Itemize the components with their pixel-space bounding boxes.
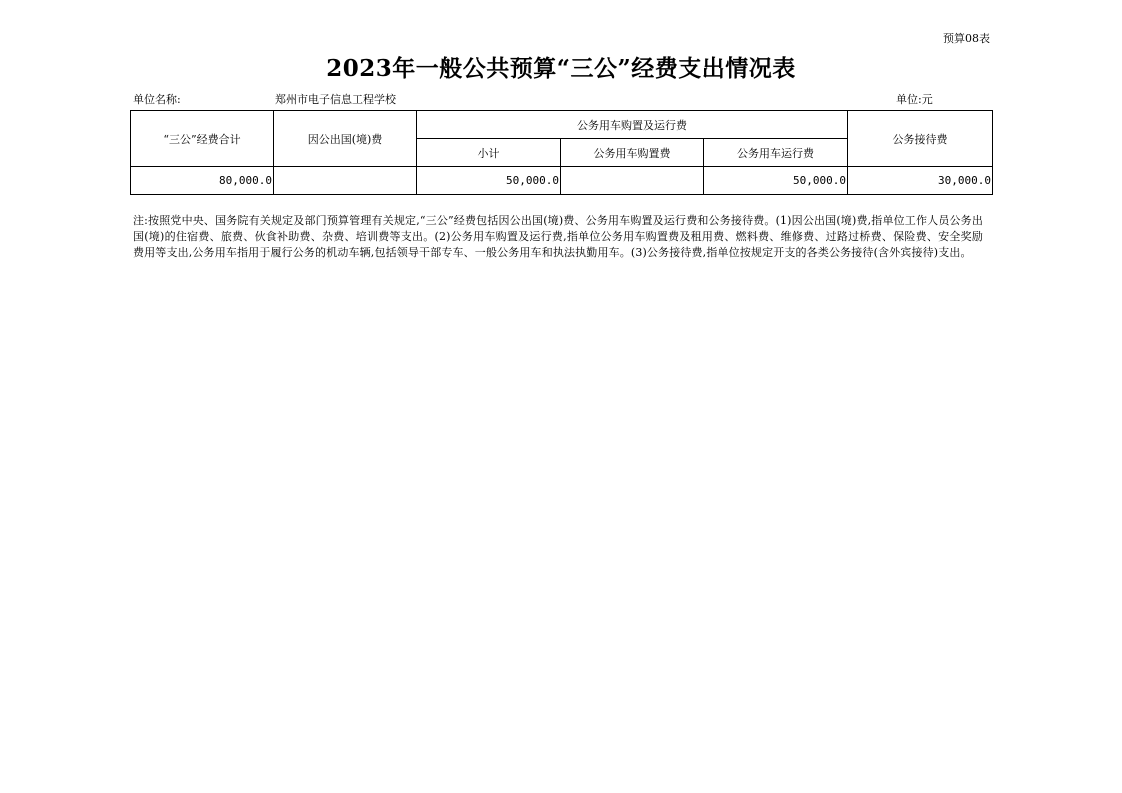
cell-vehicle-subtotal: 50,000.0 [417, 167, 561, 195]
currency-unit-label: 单位:元 [896, 93, 933, 106]
header-vehicle-subtotal: 小计 [417, 139, 561, 167]
header-total: “三公”经费合计 [131, 111, 274, 167]
header-abroad: 因公出国(境)费 [274, 111, 417, 167]
form-code: 预算08表 [943, 32, 990, 45]
header-vehicle-purchase: 公务用车购置费 [561, 139, 704, 167]
unit-name-label: 单位名称: [133, 93, 181, 106]
cell-reception: 30,000.0 [848, 167, 993, 195]
page-title: 2023年一般公共预算“三公”经费支出情况表 [326, 55, 796, 82]
unit-name-value: 郑州市电子信息工程学校 [275, 93, 396, 106]
footnote: 注:按照党中央、国务院有关规定及部门预算管理有关规定,“三公”经费包括因公出国(境)费、公务用车购置及运行费和公务接待费。(1)因公出国(境)费,指单位工作人员公务出国(境)的住宿费、旅费、伙食补助费、杂费、培训费等支出。(2)公务用车购置及运行费,指单位公务用车购置费及租用费、燃料费、维修费、过路过桥费、保险费、安全奖励费用等支出,公务用车指用于履行公务的机动车辆,包括领导干部专车、一般公务用车和执法执勤用车。(3)公务接待费,指单位按规定开支的各类公务接待(含外宾接待)支出。 [133, 214, 983, 259]
header-vehicle-operation: 公务用车运行费 [704, 139, 848, 167]
header-vehicle-group: 公务用车购置及运行费 [417, 111, 848, 139]
table-row [131, 167, 993, 195]
expense-table [130, 110, 993, 195]
cell-abroad [274, 167, 417, 195]
header-reception: 公务接待费 [848, 111, 993, 167]
cell-total: 80,000.0 [131, 167, 274, 195]
cell-vehicle-purchase [561, 167, 704, 195]
cell-vehicle-operation: 50,000.0 [704, 167, 848, 195]
